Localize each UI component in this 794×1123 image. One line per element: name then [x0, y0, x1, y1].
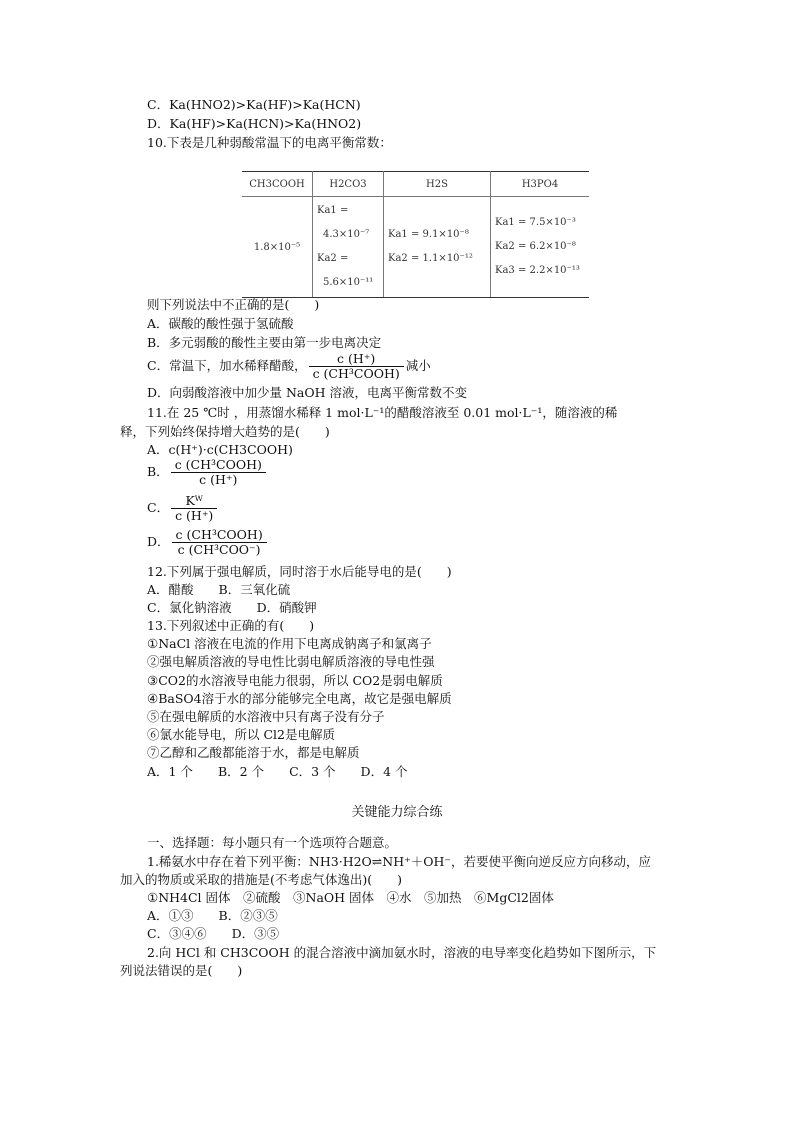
fraction [172, 528, 267, 557]
denominator: c (CH³COO⁻) [172, 542, 267, 557]
option-text: C．常温下，加水稀释醋酸， [147, 358, 307, 373]
option-label: B． [147, 464, 169, 479]
cell-line: Ka1 = 7.5×10⁻³ [495, 217, 576, 228]
q10-option-b: B．多元弱酸的酸性主要由第一步电离决定 [147, 335, 382, 350]
table-cell [491, 197, 590, 298]
q12-options-cd: C．氯化钠溶液 D．硝酸钾 [147, 600, 317, 615]
q11-option-d [147, 528, 269, 557]
option-label: C． [147, 500, 170, 515]
section-title: 关键能力综合练 [351, 805, 443, 820]
q12-options-ab: A．醋酸 B．三氧化硫 [147, 582, 291, 597]
option-label: D． [147, 534, 170, 549]
table-cell [384, 197, 491, 298]
p1-q1-items: ①NH4Cl 固体 ②硫酸 ③NaOH 固体 ④水 ⑤加热 ⑥MgCl2固体 [147, 890, 554, 905]
q10-option-d: D．向弱酸溶液中加少量 NaOH 溶液，电离平衡常数不变 [147, 385, 468, 400]
cell-line: Ka1 = 9.1×10⁻⁸ [388, 229, 469, 240]
table-header: CH3COOH [242, 172, 313, 197]
p1-q1-line2: 加入的物质或采取的措施是(不考虑气体逸出)( ) [120, 872, 403, 887]
q10-question: 则下列说法中不正确的是( ) [147, 297, 320, 312]
q11-option-b [147, 458, 268, 487]
table-header: H2CO3 [313, 172, 384, 197]
q12-stem: 12.下列属于强电解质，同时溶于水后能导电的是( ) [147, 564, 452, 579]
option-text: 减小 [405, 358, 431, 373]
q13-item: ⑥氯水能导电，所以 Cl2是电解质 [147, 727, 335, 742]
q13-item: ④BaSO4溶于水的部分能够完全电离，故它是强电解质 [147, 691, 452, 706]
numerator: c (CH³COOH) [174, 457, 262, 472]
table-cell [313, 197, 384, 298]
numerator: Kᵂ [185, 493, 203, 508]
q11-option-c [147, 494, 219, 523]
table-header: H2S [384, 172, 491, 197]
ka-constants-table [242, 171, 589, 298]
cell-line: Ka2 = 6.2×10⁻⁸ [495, 241, 576, 252]
q13-item: ③CO2的水溶液导电能力很弱，所以 CO2是弱电解质 [147, 673, 443, 688]
fraction [309, 352, 404, 381]
fraction [171, 494, 217, 523]
cell-line: 5.6×10⁻¹¹ [323, 277, 374, 288]
table-header: H3PO4 [491, 172, 590, 197]
fraction [171, 458, 266, 487]
numerator: c (CH³COOH) [175, 527, 263, 542]
q13-item: ⑤在强电解质的水溶液中只有离子没有分子 [147, 709, 385, 724]
numerator: c (H⁺) [337, 351, 376, 366]
q13-item: ⑦乙醇和乙酸都能溶于水，都是电解质 [147, 745, 360, 760]
q13-item: ①NaCl 溶液在电流的作用下电离成钠离子和氯离子 [147, 636, 432, 651]
denominator: c (H⁺) [171, 472, 266, 487]
cell-line: Ka3 = 2.2×10⁻¹³ [495, 265, 580, 276]
p1-q1-line1: 1.稀氨水中存在着下列平衡：NH3·H2O⇌NH⁺＋OH⁻，若要使平衡向逆反应方向移动，应 [147, 854, 651, 869]
q10-stem: 10.下表是几种弱酸常温下的电离平衡常数： [147, 135, 392, 150]
q9-option-d: D．Ka(HF)>Ka(HCN)>Ka(HNO2) [147, 116, 362, 131]
cell-line: Ka2 = [317, 253, 349, 264]
q11-stem-line2: 释，下列始终保持增大趋势的是( ) [120, 424, 330, 439]
q10-option-a: A．碳酸的酸性强于氢硫酸 [147, 316, 294, 331]
p1-q1-options-ab: A．①③ B．②③⑤ [147, 908, 278, 923]
p1-q2-line2: 列说法错误的是( ) [120, 963, 243, 978]
q13-options: A．1 个 B．2 个 C．3 个 D．4 个 [147, 764, 408, 779]
q11-stem-line1: 11.在 25 ℃时 ，用蒸馏水稀释 1 mol·L⁻¹的醋酸溶液至 0.01 mol·L⁻¹，随溶液的稀 [147, 405, 618, 420]
cell-line: 4.3×10⁻⁷ [323, 229, 370, 240]
q13-item: ②强电解质溶液的导电性比弱电解质溶液的导电性强 [147, 654, 435, 669]
cell-line: Ka1 = [317, 205, 349, 216]
q9-option-c: C．Ka(HNO2)>Ka(HF)>Ka(HCN) [147, 97, 361, 112]
q10-option-c [147, 352, 431, 381]
part1-heading: 一、选择题：每小题只有一个选项符合题意。 [147, 835, 398, 850]
q13-stem: 13.下列叙述中正确的有( ) [147, 618, 315, 633]
denominator: c (CH³COOH) [309, 366, 404, 381]
q11-option-a: A．c(H⁺)·c(CH3COOH) [147, 442, 293, 457]
denominator: c (H⁺) [171, 508, 217, 523]
table-cell: 1.8×10⁻⁵ [242, 197, 313, 298]
cell-line: Ka2 = 1.1×10⁻¹² [388, 253, 473, 264]
p1-q2-line1: 2.向 HCl 和 CH3COOH 的混合溶液中滴加氨水时，溶液的电导率变化趋势如下图所示，下 [147, 945, 657, 960]
p1-q1-options-cd: C．③④⑥ D．③⑤ [147, 926, 280, 941]
